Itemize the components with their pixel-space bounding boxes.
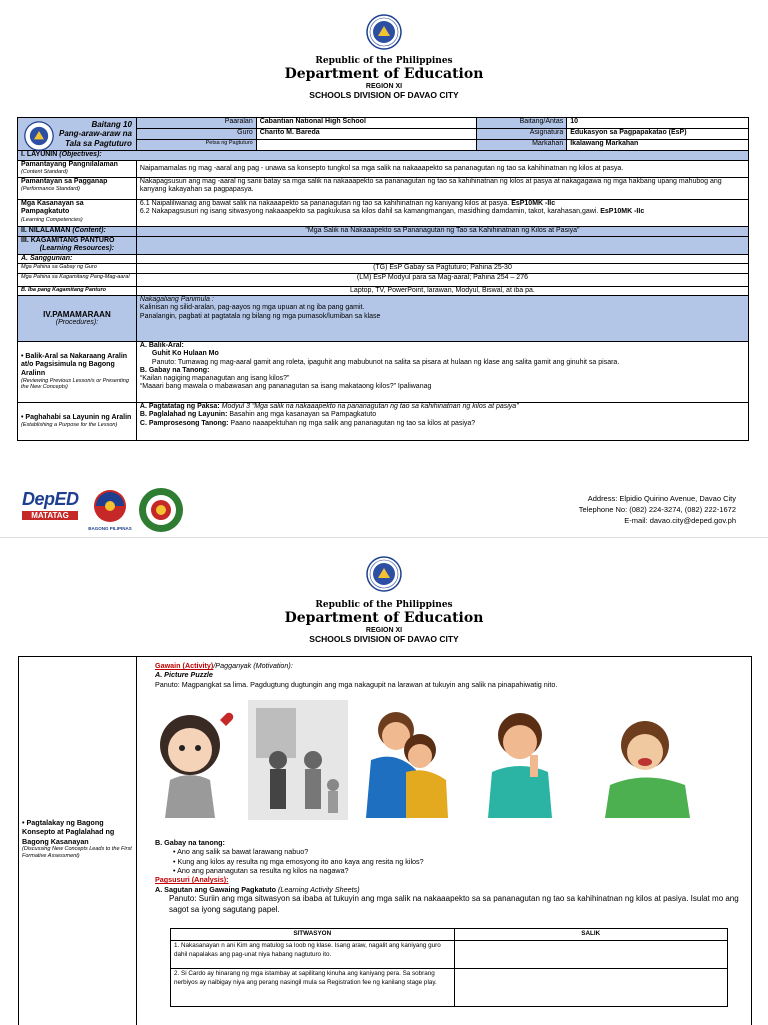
department-text: Department of Education <box>284 66 484 82</box>
sanggunian-label: A. Sanggunian: <box>18 254 137 263</box>
department-text: Department of Education <box>284 610 484 626</box>
pp-text: Naipamamalas ng mag -aaral ang pag - unawa sa konsepto tungkol sa mga salik na nakaaapekto sa pananagutan ng tao sa kahihinatnan ng kilos at pasya. <box>136 161 748 178</box>
paaralan-value: Cabantian National High School <box>256 118 477 129</box>
gabay-tanong-section: B. Gabay na tanong: • Ano ang salik sa bawat larawang nabuo? • Kung ang kilos ay resulta ng mga emosyong ito ano kaya ang resita ng kilos? • Ano ang pananagutan sa resulta ng kilos na nagawa? Pagsusuri (Analysis): A. Sagutan ang Gawaing Pagkatuto (Learning Activity Sheets) Panuto: Suriin ang mga sitwasyon sa ibaba at tukuyin ang mga salik na nakaaapekto sa sa pananagutan ng tao sa kahihinatnan ng kilos at pasiya. Isulat mo ang sagot sa iyong sagutang papel. <box>155 838 739 914</box>
psp-text: Nakapagsusuri ang mag -aaral ng sariii batay sa mga salik na nakaaapekto sa pananagutan ng tao sa kahihinatnan ng kilos at pasya at nakagagawa ng mga hakbang upang mahubog ang kanyang kakayahan sa pagpapasya. <box>136 178 748 200</box>
letterhead <box>0 600 768 644</box>
republic-text: Republic of the Philippines <box>315 56 453 66</box>
division-text: SCHOOLS DIVISION OF DAVAO CITY <box>309 90 459 100</box>
girl-love-picture <box>140 700 240 820</box>
thinking-boy-picture <box>470 700 570 820</box>
guro-label: Guro <box>136 129 256 140</box>
picture-puzzle-row <box>140 700 740 822</box>
guro-pahina-label: Mga Pahina sa Gabay ng Guro <box>18 263 137 273</box>
paghahabi-label: • Paghahabi sa Layunin ng Aralin (Establishing a Purpose for the Lesson) <box>18 403 137 441</box>
iba-label: B. Iba pang Kagamitang Panturo <box>18 286 137 295</box>
salik-1[interactable] <box>454 940 728 968</box>
paaralan-label: Paaralan <box>136 118 256 129</box>
petsa-label: Petsa ng Pagtuturo <box>136 140 256 151</box>
region-text: REGION XI <box>365 627 403 634</box>
col-sitwasyon: SITWASYON <box>171 929 455 941</box>
letterhead <box>0 56 768 100</box>
bagong-pilipinas-logo-icon <box>88 487 132 533</box>
svg-text:BAGONG PILIPINAS: BAGONG PILIPINAS <box>88 526 132 531</box>
boys-hugging-picture <box>356 700 456 820</box>
psp-label-cell: Pamantayan sa Pagganap (Performance Standard) <box>18 178 137 200</box>
guro-value: Charito M. Bareda <box>256 129 477 140</box>
family-violence-picture <box>248 700 348 820</box>
baitang-label: Baitang/Antas <box>477 118 567 129</box>
davao-division-seal-icon <box>138 487 184 533</box>
pamamaraan-text: Nakagaliang Panimula : Kalinisan ng silid-aralan, pag-aayos ng mga upuan at ng iba pang gamit. Panalangin, pagbati at pagtatala ng bilang ng mga pumasok/lumiban sa klase <box>136 296 748 342</box>
balik-aral-label: • Balik-Aral sa Nakaraang Aralin at/o Pagsisimula ng Bagong Aralinn (Reviewing Previous Lesson/s or Presenting the New Concepts) <box>18 342 137 403</box>
nilalaman-label: II. NILALAMAN (Content): <box>18 227 137 237</box>
mk-text: 6.1 Naipaliliwanag ang bawat salik na nakaaapekto sa pananagutan ng tao sa kahihinatnan ng kaniyang kilos at pasya. EsP10MK -IIc 6.2 Nakapagsusuri ng isang sitwasyong nakaaapekto sa pagkukusa sa kilos dahil sa kamangmangan, masidhing damdamin, takot, karahasan,gawi. EsP10MK -IIc <box>136 200 748 227</box>
sitwasyon-1: 1. Nakasanayan n ani Kim ang matulog sa loob ng klase. Isang araw, nagalit ang kaniyang guro dahil napalakas ang pag-unat niya habang nagtuturo ito. <box>171 940 455 968</box>
sitwasyon-table <box>170 928 728 1007</box>
scared-boy-picture <box>590 700 700 820</box>
region-text: REGION XI <box>365 83 403 90</box>
pagtalakay-label: • Pagtalakay ng Bagong Konsepto at Paglalahad ng Bagong Kasanayan (Discussing New Concepts Leads to the First Formative Assessment) <box>22 818 132 860</box>
markahan-label: Markahan <box>477 140 567 151</box>
dll-title: Pang-araw-araw na <box>58 129 132 139</box>
grade-title: Baitang 10 <box>91 119 132 129</box>
division-text: SCHOOLS DIVISION OF DAVAO CITY <box>309 634 459 644</box>
mk-label-cell: Mga Kasanayan sa Pampagkatuto (Learning Competencies) <box>18 200 137 227</box>
dll-title-2: Tala sa Pagtuturo <box>65 138 132 148</box>
daily-lesson-log-table <box>17 117 749 441</box>
deped-seal-icon <box>366 556 402 592</box>
deped-seal-icon <box>24 121 54 151</box>
lm-pahina-value: (LM) EsP Modyul para sa Mag-aaral; Pahina 254 – 276 <box>136 273 748 286</box>
pamamaraan-label: IV.PAMAMARAAN (Procedures): <box>18 296 137 342</box>
kagamitan-label: III. KAGAMITANG PANTURO (Learning Resources): <box>18 237 137 255</box>
deped-seal-icon <box>366 14 402 50</box>
title-cell <box>18 118 137 151</box>
layunin-header: I. LAYUNIN (Objectives): <box>18 151 749 161</box>
contact-address: Address: Elpidio Quirino Avenue, Davao City Telephone No: (082) 224-3274, (082) 222-1672 E-mail: davao.city@deped.gov.ph <box>578 494 736 525</box>
balik-aral-text: A. Balik-Aral: Guhit Ko Hulaan Mo Panuto: Tumawag ng mag-aaral gamit ang roleta, ipaguhit ang mabubunot na salita sa pisara at hulaan ng klase ang salita gamit ang ginuhit sa pisara. B. Gabay na Tanong: “Kailan nagiging mapanagutan ang isang kilos?” “Maaari bang mawala o mabawasan ang pananagutan sa isang makataong kilos?” Ipaliwanag <box>136 342 748 403</box>
gawain-section: Gawain (Activity)/Pagganyak (Motivation): A. Picture Puzzle Panuto: Magpangkat sa lima. Pagdugtung dugtungin ang mga nakagupit na larawan at tukuyin ang salik na pinapahiwatig nito. <box>155 661 558 689</box>
asignatura-value: Edukasyon sa Pagpapakatao (EsP) <box>567 129 749 140</box>
col-salik: SALIK <box>454 929 728 941</box>
sitwasyon-2: 2. Si Cardo ay hinarang ng mga istambay at sapilitang kinuha ang kaniyang pera. Sa sobrang nerbiyos ay naibigay niya ang perang nasingil mula sa Registration fee ng kanilang stage play. <box>171 968 455 1006</box>
salik-2[interactable] <box>454 968 728 1006</box>
asignatura-label: Asignatura <box>477 129 567 140</box>
republic-text: Republic of the Philippines <box>315 600 453 610</box>
deped-matatag-logo: DepED MATATAG <box>22 489 79 520</box>
nilalaman-text: "Mga Salik na Nakaaapekto sa Pananagutan ng Tao sa Kahihinatnan ng Kilos at Pasiya" <box>136 227 748 237</box>
iba-value: Laptop, TV, PowerPoint, larawan, Modyul, Biswal, at iba pa. <box>136 286 748 295</box>
lm-pahina-label: Mga Pahina sa Kagamitang Pang-Mag-aaral <box>18 273 137 286</box>
paghahabi-text: A. Pagtatatag ng Paksa: Modyul 3 “Mga salik na nakaaapekto na pananagutan ng tao sa kahihinatnan ng kilos at pasiya” B. Paglalahad ng Layunin: Basahin ang mga kasanayan sa Pampagkatuto C. Pamprosesong Tanong: Paano naaapektuhan ng mga salik ang pananagutan ng tao sa kilos at pasiya? <box>136 403 748 441</box>
petsa-value <box>256 140 477 151</box>
guro-pahina-value: (TG) EsP Gabay sa Pagtuturo; Pahina 25-30 <box>136 263 748 273</box>
baitang-value: 10 <box>567 118 749 129</box>
pp-label-cell: Pamantayang Pangnilalaman (Content Standard) <box>18 161 137 178</box>
markahan-value: Ikalawang Markahan <box>567 140 749 151</box>
